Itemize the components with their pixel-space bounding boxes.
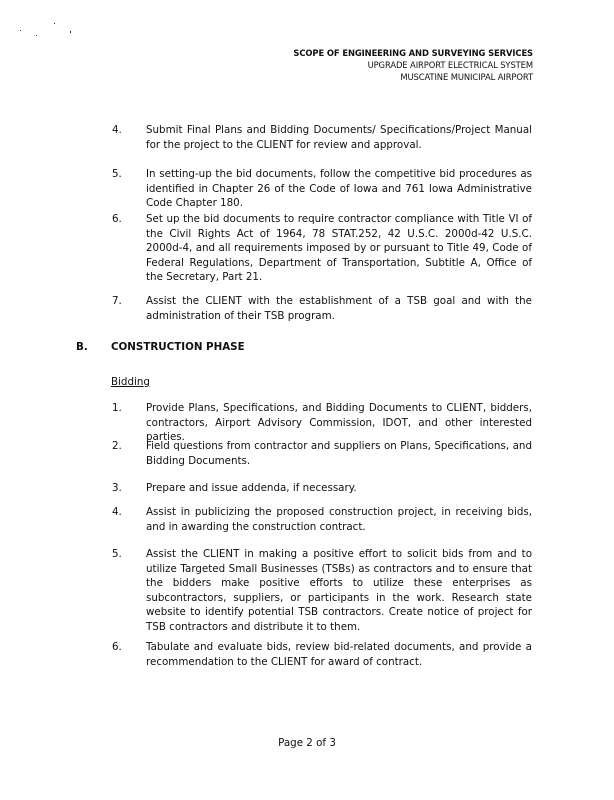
list-item — [112, 123, 532, 152]
item-number: 3. — [112, 482, 122, 494]
item-text: Field questions from contractor and suppliers on Plans, Specifications, and Bidding Documents. — [146, 440, 532, 467]
list-item — [112, 439, 532, 468]
list-item — [112, 481, 532, 496]
item-number: 1. — [112, 402, 122, 414]
section-title: CONSTRUCTION PHASE — [111, 341, 245, 353]
item-text: In setting-up the bid documents, follow the competitive bid procedures as identified in Chapter 26 of the Code of Iowa and 761 Iowa Administrative Code Chapter 180. — [146, 168, 532, 210]
scan-speck — [54, 23, 55, 24]
item-number: 4. — [112, 506, 122, 518]
item-number: 4. — [112, 124, 122, 136]
header-location: MUSCATINE MUNICIPAL AIRPORT — [400, 72, 533, 82]
header-title: SCOPE OF ENGINEERING AND SURVEYING SERVICES — [293, 48, 533, 58]
header-project: UPGRADE AIRPORT ELECTRICAL SYSTEM — [367, 60, 533, 70]
list-item — [112, 505, 532, 534]
list-item — [112, 640, 532, 669]
scan-speck — [20, 30, 21, 31]
item-text: Tabulate and evaluate bids, review bid-related documents, and provide a recommendation to the CLIENT for award of contract. — [146, 641, 532, 668]
item-text: Set up the bid documents to require contractor compliance with Title VI of the Civil Rights Act of 1964, 78 STAT.252, 42 U.S.C. 2000d-42 U.S.C. 2000d-4, and all requirements imposed by or pursuant to Title 49, Code of Federal Regulations, Department of Transportation, Subtitle A, Office of the Secretary, Part 21. — [146, 213, 532, 284]
list-item — [112, 212, 532, 285]
item-text: Assist the CLIENT in making a positive effort to solicit bids from and to utilize Targeted Small Businesses (TSBs) as contractors and to ensure that the bidders make positive efforts to utilize these enterprises as subcontractors, suppliers, or participants in the work. Research state website to identify potential TSB contractors. Create notice of project for TSB contractors and distribute it to them. — [146, 548, 532, 633]
section-letter: B. — [76, 341, 88, 353]
item-text: Prepare and issue addenda, if necessary. — [146, 482, 357, 494]
list-item — [112, 547, 532, 635]
list-item — [112, 294, 532, 323]
item-number: 6. — [112, 641, 122, 653]
item-text: Provide Plans, Specifications, and Bidding Documents to CLIENT, bidders, contractors, Airport Advisory Commission, IDOT, and other interested parties. — [146, 402, 532, 444]
item-number: 6. — [112, 213, 122, 225]
item-number: 2. — [112, 440, 122, 452]
document-header — [293, 47, 533, 83]
list-item — [112, 167, 532, 211]
item-text: Submit Final Plans and Bidding Documents/ Specifications/Project Manual for the project to the CLIENT for review and approval. — [146, 124, 532, 151]
subheading-bidding: Bidding — [111, 376, 150, 388]
item-number: 5. — [112, 168, 122, 180]
item-number: 7. — [112, 295, 122, 307]
scan-speck — [36, 35, 37, 36]
item-number: 5. — [112, 548, 122, 560]
scan-speck — [70, 31, 71, 33]
page-number: Page 2 of 3 — [278, 737, 336, 749]
item-text: Assist the CLIENT with the establishment of a TSB goal and with the administration of their TSB program. — [146, 295, 532, 322]
item-text: Assist in publicizing the proposed construction project, in receiving bids, and in awarding the construction contract. — [146, 506, 532, 533]
